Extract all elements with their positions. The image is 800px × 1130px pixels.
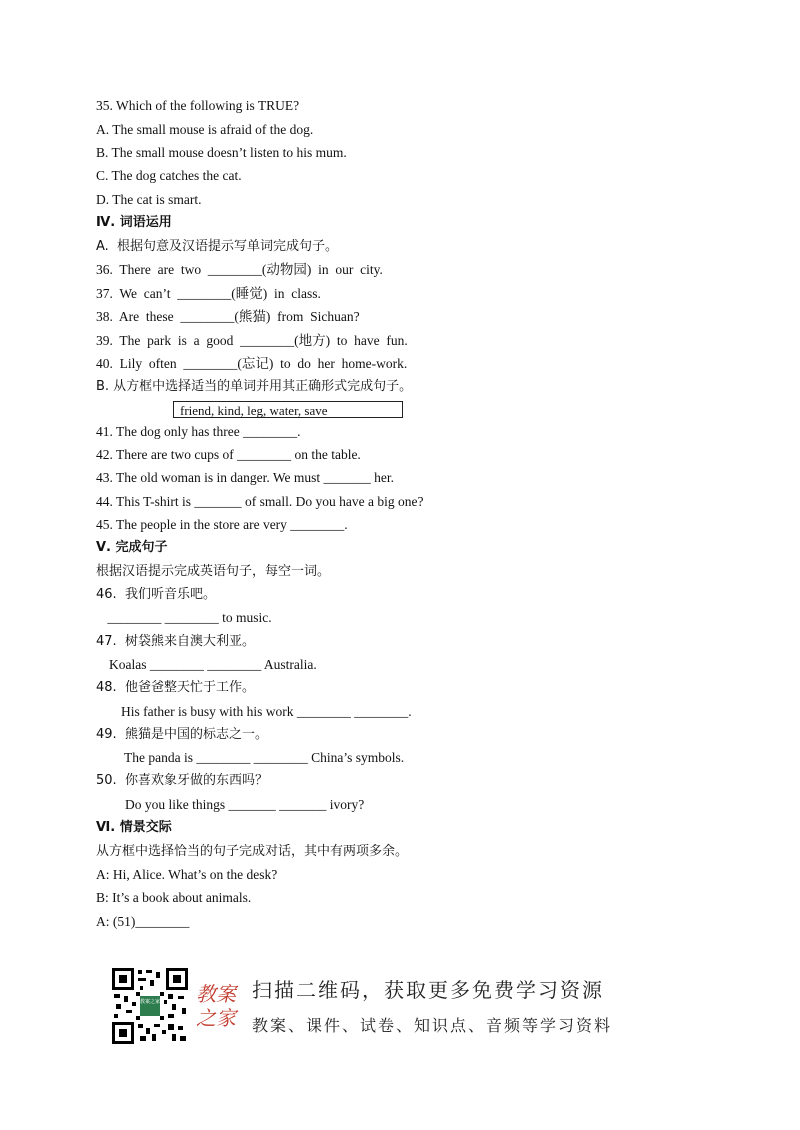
word-box: friend, kind, leg, water, save <box>173 401 403 418</box>
question-45: 45. The people in the store are very ________. <box>96 517 348 532</box>
question-43: 43. The old woman is in danger. We must _______ her. <box>96 470 395 485</box>
question-50-en: Do you like things _______ _______ ivory? <box>125 797 365 812</box>
question-48-cn: 48. 他爸爸整天忙于工作。 <box>96 680 255 695</box>
qr-code <box>112 968 188 1044</box>
dialog-line-a1: A: Hi, Alice. What’s on the desk? <box>96 867 278 882</box>
qr-code-graphic <box>112 968 188 1044</box>
section-4b-instruction: B. 从方框中选择适当的单词并用其正确形式完成句子。 <box>96 379 413 394</box>
qr-center-text: 教案之家 <box>140 999 161 1005</box>
question-49-cn: 49. 熊猫是中国的标志之一。 <box>96 727 268 742</box>
dialog-line-a2: A: (51)________ <box>96 914 190 929</box>
promo-banner <box>112 968 632 1048</box>
question-41: 41. The dog only has three ________. <box>96 424 301 439</box>
promo-subline: 教案、课件、试卷、知识点、音频等学习资料 <box>252 1016 613 1035</box>
question-36: 36. There are two ________(动物园) in our city. <box>96 262 383 277</box>
question-48-en: His father is busy with his work ________ ________. <box>121 704 412 719</box>
question-37: 37. We can’t ________(睡觉) in class. <box>96 286 321 301</box>
option-c: C. The dog catches the cat. <box>96 168 242 183</box>
question-47-cn: 47. 树袋熊来自澳大利亚。 <box>96 634 255 649</box>
section-6-instruction: 从方框中选择恰当的句子完成对话，其中有两项多余。 <box>96 844 409 859</box>
logo-text-2: 之家 <box>196 1006 236 1030</box>
question-49-en: The panda is ________ ________ China’s symbols. <box>124 750 405 765</box>
promo-headline: 扫描二维码，获取更多免费学习资源 <box>252 978 604 1002</box>
logo-text-1: 教案 <box>196 982 236 1006</box>
question-46-en: ________ ________ to music. <box>104 610 272 625</box>
option-a: A. The small mouse is afraid of the dog. <box>96 122 314 137</box>
question-38: 38. Are these ________(熊猫) from Sichuan? <box>96 309 360 324</box>
question-47-en: Koalas ________ ________ Australia. <box>109 657 317 672</box>
option-d: D. The cat is smart. <box>96 192 202 207</box>
question-50-cn: 50. 你喜欢象牙做的东西吗？ <box>96 773 268 788</box>
section-6-heading: Ⅵ. 情景交际 <box>96 820 172 835</box>
question-40: 40. Lily often ________(忘记) to do her home-work. <box>96 356 408 371</box>
option-b: B. The small mouse doesn’t listen to his mum. <box>96 145 347 160</box>
section-4-heading: Ⅳ. 词语运用 <box>96 215 172 230</box>
question-39: 39. The park is a good ________(地方) to have fun. <box>96 333 408 348</box>
section-5-heading: Ⅴ. 完成句子 <box>96 540 168 555</box>
section-4a-instruction: A. 根据句意及汉语提示写单词完成句子。 <box>96 239 339 254</box>
question-44: 44. This T-shirt is _______ of small. Do you have a big one? <box>96 494 424 509</box>
question-35: 35. Which of the following is TRUE? <box>96 98 300 113</box>
question-46-cn: 46. 我们听音乐吧。 <box>96 587 216 602</box>
logo <box>196 982 244 1034</box>
section-5-instruction: 根据汉语提示完成英语句子，每空一词。 <box>96 564 331 579</box>
question-42: 42. There are two cups of ________ on the table. <box>96 447 361 462</box>
dialog-line-b1: B: It’s a book about animals. <box>96 890 252 905</box>
